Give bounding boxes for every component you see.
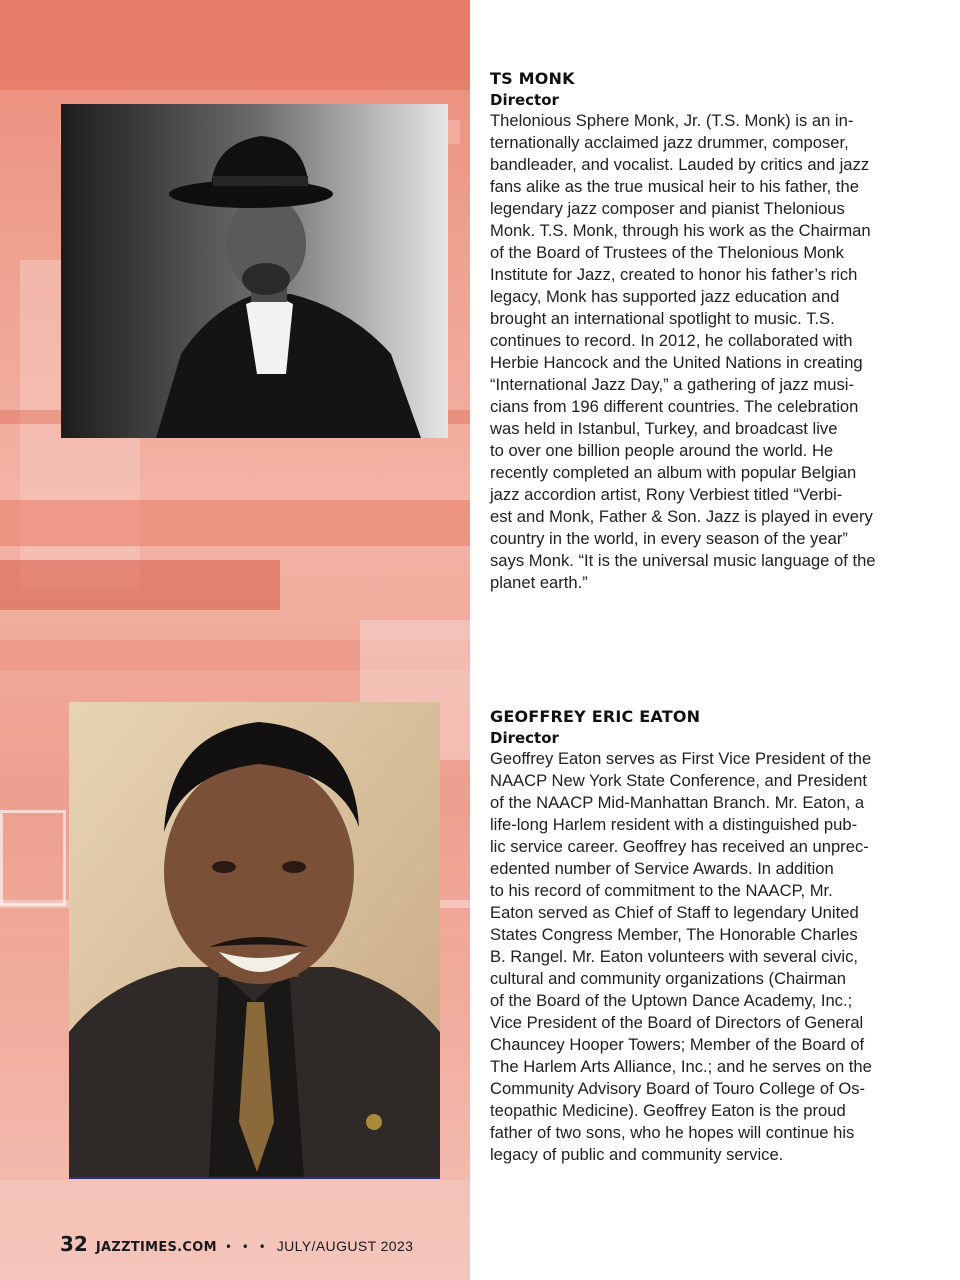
bio-text-line: of the NAACP Mid-Manhattan Branch. Mr. Eaton, a (490, 793, 865, 812)
geoffrey-eaton-portrait-image (69, 702, 440, 1177)
geoffrey-eaton-photo (69, 702, 440, 1179)
bio-text-line: “International Jazz Day,” a gathering of jazz musi- (490, 375, 854, 394)
bio-text-line: teopathic Medicine). Geoffrey Eaton is the proud (490, 1101, 846, 1120)
bio-text-line: NAACP New York State Conference, and President (490, 771, 867, 790)
background-shape (0, 0, 470, 90)
bio-text-line: cians from 196 different countries. The celebration (490, 397, 859, 416)
bio-role: Director (490, 91, 559, 109)
bio-text-line: The Harlem Arts Alliance, Inc.; and he serves on the (490, 1057, 872, 1076)
site-name: JAZZTIMES.COM (95, 1240, 217, 1255)
bio-text-line: planet earth.” (490, 573, 588, 592)
bio-text-line: Eaton served as Chief of Staff to legendary United (490, 903, 859, 922)
bio-text-line: lic service career. Geoffrey has received an unprec- (490, 837, 869, 856)
page-number: 32 (60, 1232, 88, 1256)
bio-text-line: of the Board of Trustees of the Thelonious Monk (490, 243, 844, 262)
bio-text-line: of the Board of the Uptown Dance Academy, Inc.; (490, 991, 853, 1010)
background-shape (0, 1180, 470, 1280)
bio-text-line: bandleader, and vocalist. Lauded by critics and jazz (490, 155, 870, 174)
bio-name: GEOFFREY ERIC EATON (490, 707, 701, 726)
bio-ts-monk (490, 68, 910, 594)
bio-text-line: Institute for Jazz, created to honor his father’s rich (490, 265, 858, 284)
issue-date: JULY/AUGUST 2023 (276, 1238, 414, 1254)
page-footer (60, 1232, 413, 1256)
bio-text-line: ternationally acclaimed jazz drummer, composer, (490, 133, 849, 152)
bio-text-line: was held in Istanbul, Turkey, and broadcast live (490, 419, 838, 438)
bio-text-line: continues to record. In 2012, he collaborated with (490, 331, 853, 350)
bio-text-line: recently completed an album with popular Belgian (490, 463, 857, 482)
bio-text-line: edented number of Service Awards. In addition (490, 859, 834, 878)
bio-text-line: father of two sons, who he hopes will continue his (490, 1123, 855, 1142)
bio-text-line: Geoffrey Eaton serves as First Vice President of the (490, 749, 872, 768)
bio-text-line: says Monk. “It is the universal music language of the (490, 551, 876, 570)
bio-text-line: legacy of public and community service. (490, 1145, 784, 1164)
bio-text-line: Herbie Hancock and the United Nations in creating (490, 353, 863, 372)
bio-text-line: cultural and community organizations (Chairman (490, 969, 847, 988)
bio-text-line: Vice President of the Board of Directors of General (490, 1013, 864, 1032)
ts-monk-photo (61, 104, 448, 438)
bio-text-line: B. Rangel. Mr. Eaton volunteers with several civic, (490, 947, 858, 966)
bio-text-line: legendary jazz composer and pianist Thelonious (490, 199, 845, 218)
ts-monk-portrait-image (61, 104, 448, 438)
bio-text-line: life-long Harlem resident with a distinguished pub- (490, 815, 858, 834)
bio-text-line: legacy, Monk has supported jazz education and (490, 287, 840, 306)
bio-text (490, 748, 910, 1166)
bio-text-line: brought an international spotlight to music. T.S. (490, 309, 835, 328)
bio-text-line: Monk. T.S. Monk, through his work as the Chairman (490, 221, 871, 240)
bio-text (490, 110, 910, 594)
background-shape (0, 810, 66, 906)
bio-text-line: est and Monk, Father & Son. Jazz is played in every (490, 507, 873, 526)
bio-name: TS MONK (490, 69, 575, 88)
bio-geoffrey-eric-eaton (490, 706, 910, 1166)
background-shape (0, 560, 280, 610)
bio-text-line: Thelonious Sphere Monk, Jr. (T.S. Monk) is an in- (490, 111, 854, 130)
bio-role: Director (490, 729, 559, 747)
bio-text-line: to his record of commitment to the NAACP, Mr. (490, 881, 833, 900)
bio-text-line: Chauncey Hooper Towers; Member of the Board of (490, 1035, 865, 1054)
bio-text-line: fans alike as the true musical heir to his father, the (490, 177, 859, 196)
background-shape (0, 500, 470, 546)
bio-text-line: Community Advisory Board of Touro College of Os- (490, 1079, 866, 1098)
bio-text-line: to over one billion people around the world. He (490, 441, 834, 460)
bio-text-line: jazz accordion artist, Rony Verbiest titled “Verbi- (490, 485, 843, 504)
footer-separator: • • • (224, 1240, 269, 1254)
bio-text-line: States Congress Member, The Honorable Charles (490, 925, 858, 944)
bio-text-line: country in the world, in every season of the year” (490, 529, 848, 548)
